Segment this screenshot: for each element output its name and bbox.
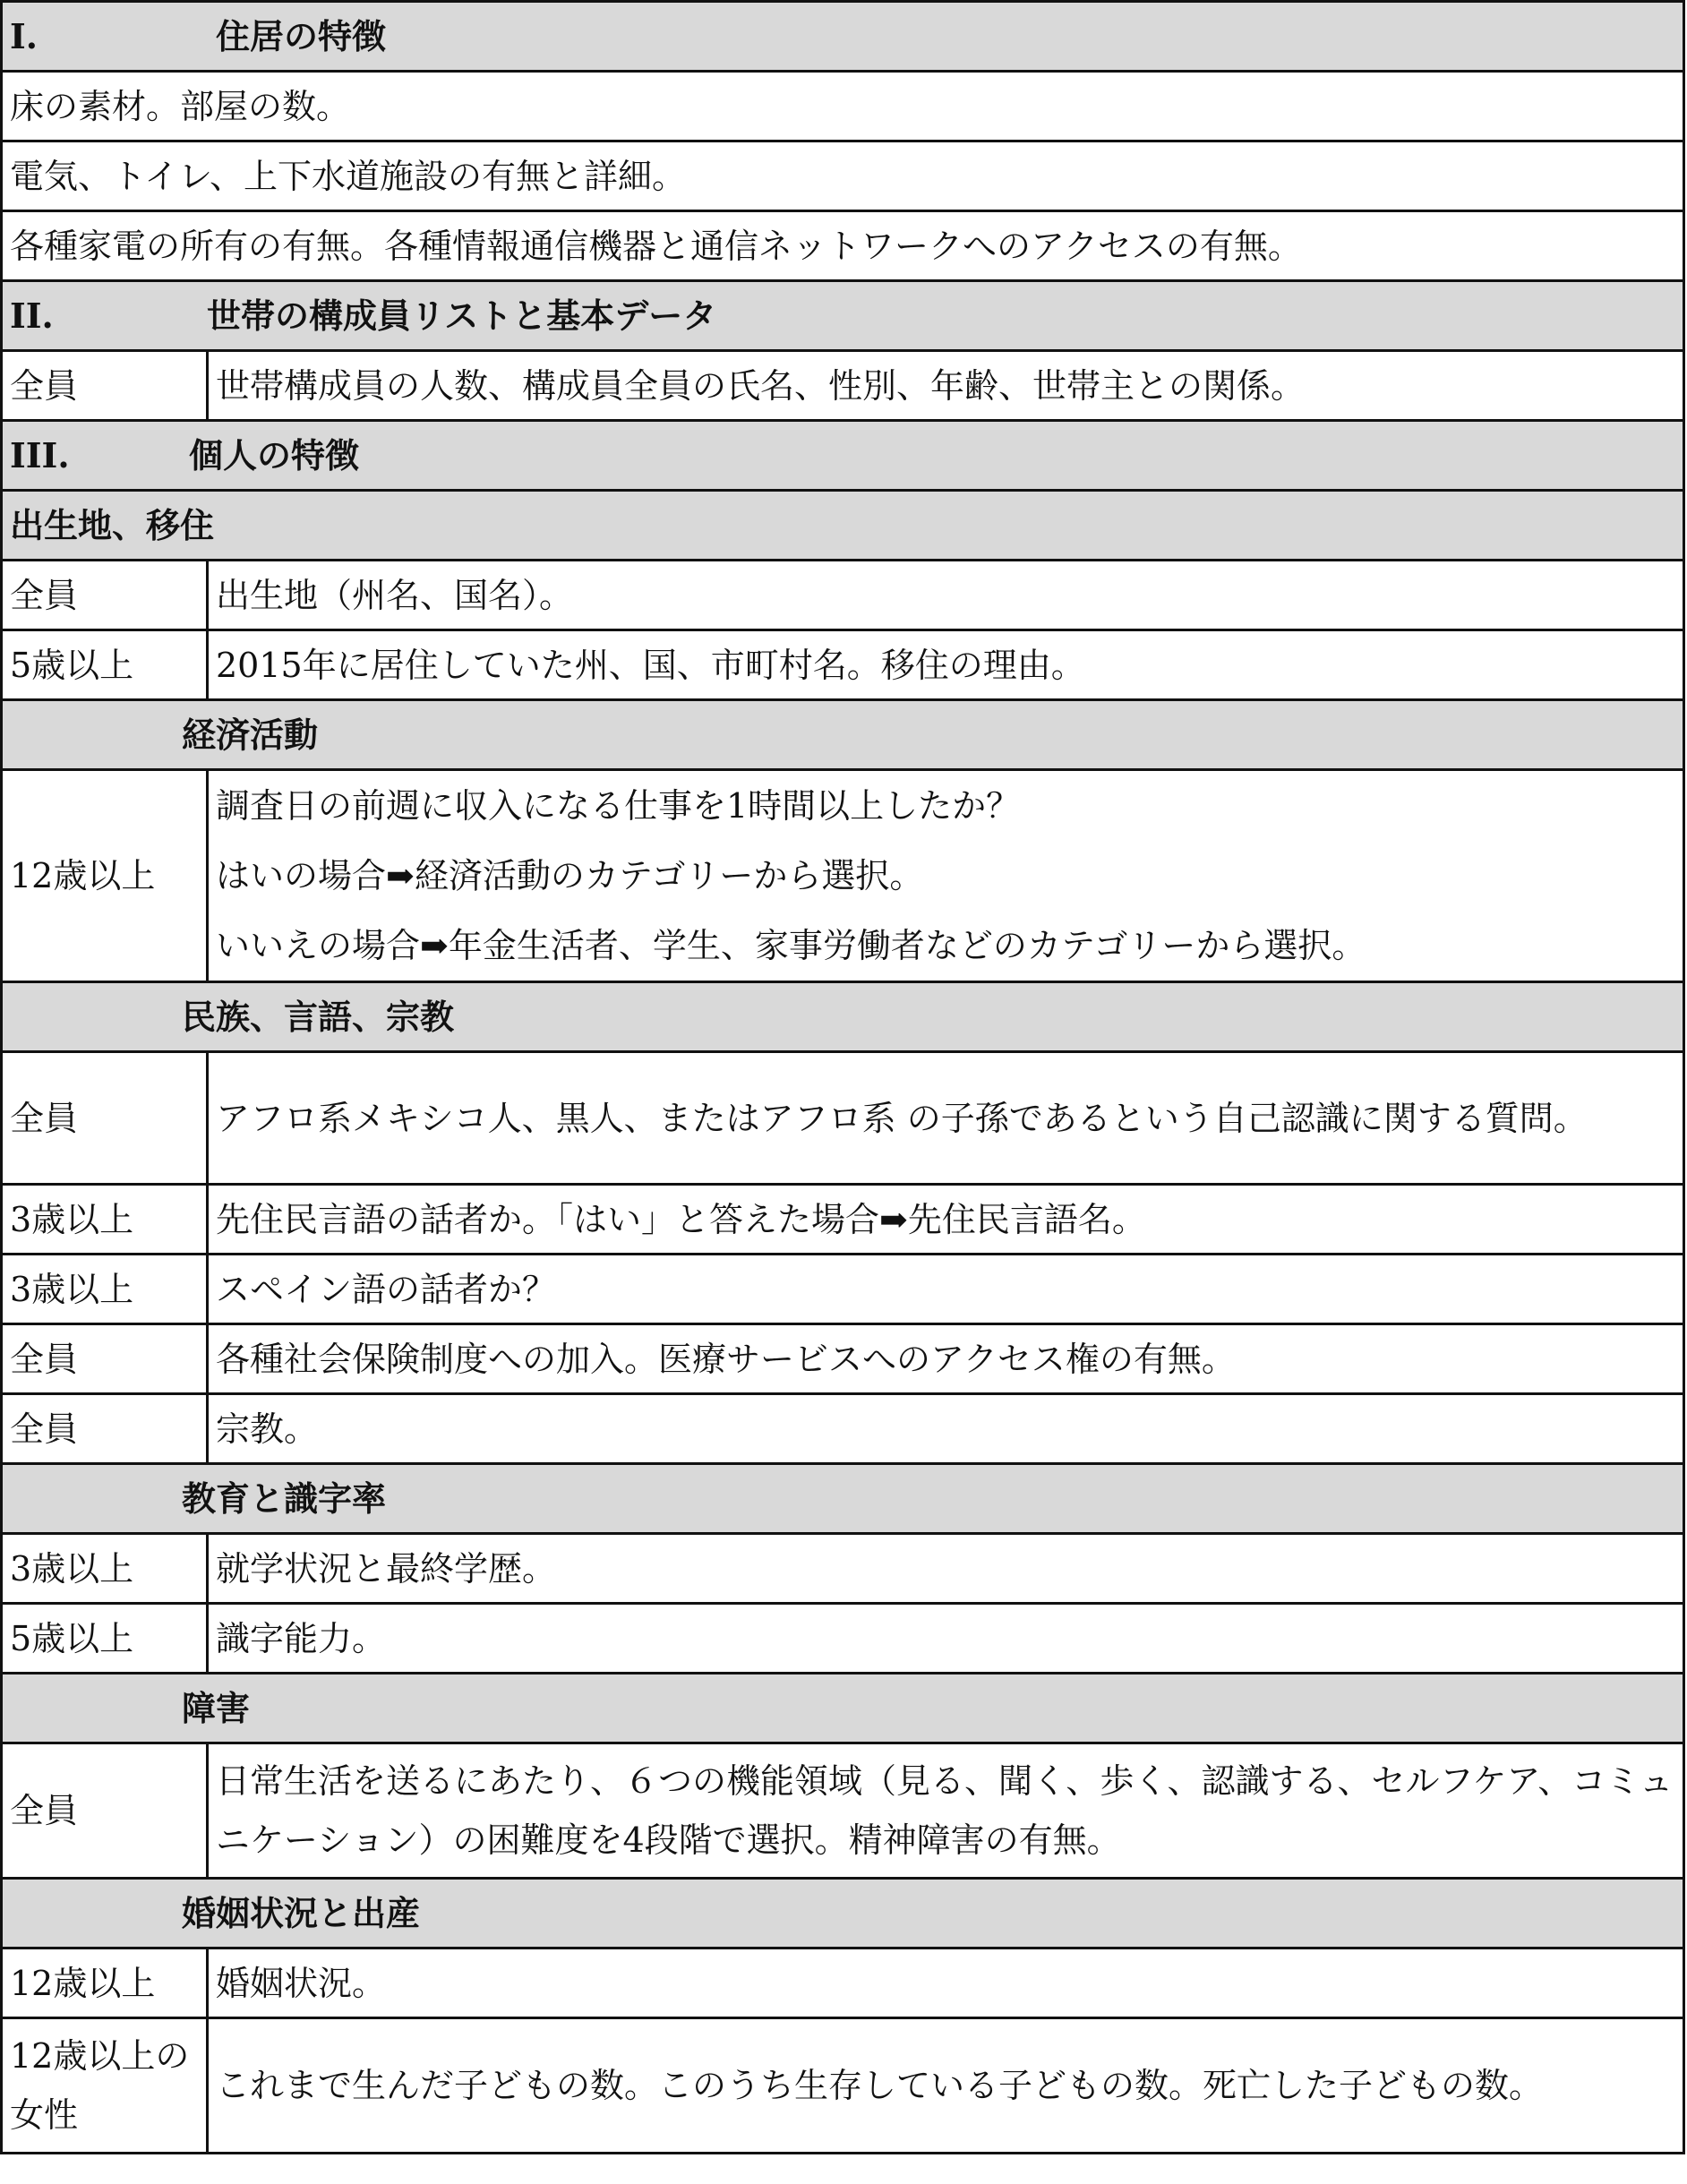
row-subject: 3歳以上 — [2, 1534, 208, 1604]
row-text: 日常生活を送るにあたり、６つの機能領域（見る、聞く、歩く、認識する、セルフケア、コミュニケーション）の困難度を4段階で選択。精神障害の有無。 — [208, 1743, 1684, 1879]
row-text: スペイン語の話者か？ — [208, 1255, 1684, 1324]
row-text: 床の素材。部屋の数。 — [2, 72, 1684, 141]
table-row — [2, 1534, 1684, 1604]
row-subject: 5歳以上 — [2, 1604, 208, 1674]
table-row — [2, 141, 1684, 211]
subsection-title: 民族、言語、宗教 — [2, 982, 1684, 1052]
section-number: I. — [10, 15, 39, 56]
row-subject: 全員 — [2, 561, 208, 630]
table-row — [2, 72, 1684, 141]
subsection-header-disability — [2, 1674, 1684, 1743]
table-row — [2, 2018, 1684, 2154]
row-line: 調査日の前週に収入になる仕事を1時間以上したか？ — [216, 786, 1021, 826]
table-row — [2, 630, 1684, 700]
row-text: 先住民言語の話者か。「はい」と答えた場合➡先住民言語名。 — [208, 1185, 1684, 1255]
row-subject: 3歳以上 — [2, 1255, 208, 1324]
row-text: 電気、トイレ、上下水道施設の有無と詳細。 — [2, 141, 1684, 211]
row-subject: 全員 — [2, 351, 208, 421]
section-header-housing — [2, 2, 1684, 72]
row-text: 宗教。 — [208, 1394, 1684, 1464]
subsection-title: 出生地、移住 — [2, 491, 1684, 561]
section-title: 住居の特徴 — [216, 15, 387, 56]
subsection-title: 障害 — [2, 1674, 1684, 1743]
subsection-title: 婚姻状況と出産 — [2, 1879, 1684, 1948]
section-number: III. — [10, 434, 70, 475]
row-subject: 全員 — [2, 1743, 208, 1879]
table-row — [2, 211, 1684, 281]
row-subject: 12歳以上 — [2, 1948, 208, 2018]
table-row — [2, 1185, 1684, 1255]
row-text: 出生地（州名、国名）。 — [208, 561, 1684, 630]
row-subject: 5歳以上 — [2, 630, 208, 700]
section-header-household — [2, 281, 1684, 351]
table-row — [2, 1394, 1684, 1464]
row-text: 就学状況と最終学歴。 — [208, 1534, 1684, 1604]
subsection-header-marital — [2, 1879, 1684, 1948]
subsection-title: 経済活動 — [2, 700, 1684, 770]
table-row — [2, 1255, 1684, 1324]
row-text-multiline — [208, 770, 1684, 982]
row-subject: 3歳以上 — [2, 1185, 208, 1255]
row-subject: 全員 — [2, 1394, 208, 1464]
row-text: 婚姻状況。 — [208, 1948, 1684, 2018]
row-line: いいえの場合➡年金生活者、学生、家事労働者などのカテゴリーから選択。 — [216, 926, 1366, 965]
row-text: 各種社会保険制度への加入。医療サービスへのアクセス権の有無。 — [208, 1324, 1684, 1394]
table-row — [2, 1604, 1684, 1674]
table-row — [2, 561, 1684, 630]
table-row — [2, 1948, 1684, 2018]
section-title: 世帯の構成員リストと基本データ — [207, 295, 717, 336]
section-number: II. — [10, 295, 54, 336]
subsection-header-birthplace — [2, 491, 1684, 561]
row-text: 2015年に居住していた州、国、市町村名。移住の理由。 — [208, 630, 1684, 700]
table-row — [2, 1052, 1684, 1185]
row-line: はいの場合➡経済活動のカテゴリーから選択。 — [216, 856, 924, 895]
section-title: 個人の特徴 — [189, 434, 360, 475]
table-row — [2, 351, 1684, 421]
table-row — [2, 1743, 1684, 1879]
subsection-header-education — [2, 1464, 1684, 1534]
subsection-header-economic — [2, 700, 1684, 770]
subsection-title: 教育と識字率 — [2, 1464, 1684, 1534]
row-text: 識字能力。 — [208, 1604, 1684, 1674]
table-row — [2, 1324, 1684, 1394]
row-subject: 12歳以上の女性 — [2, 2018, 208, 2154]
subsection-header-ethnicity — [2, 982, 1684, 1052]
section-header-individual — [2, 421, 1684, 491]
row-text: 各種家電の所有の有無。各種情報通信機器と通信ネットワークへのアクセスの有無。 — [2, 211, 1684, 281]
row-subject: 全員 — [2, 1052, 208, 1185]
row-text: アフロ系メキシコ人、黒人、またはアフロ系 の子孫であるという自己認識に関する質問。 — [208, 1052, 1684, 1185]
row-text: 世帯構成員の人数、構成員全員の氏名、性別、年齢、世帯主との関係。 — [208, 351, 1684, 421]
row-text: これまで生んだ子どもの数。このうち生存している子どもの数。死亡した子どもの数。 — [208, 2018, 1684, 2154]
row-subject: 12歳以上 — [2, 770, 208, 982]
row-subject: 全員 — [2, 1324, 208, 1394]
table-row — [2, 770, 1684, 982]
